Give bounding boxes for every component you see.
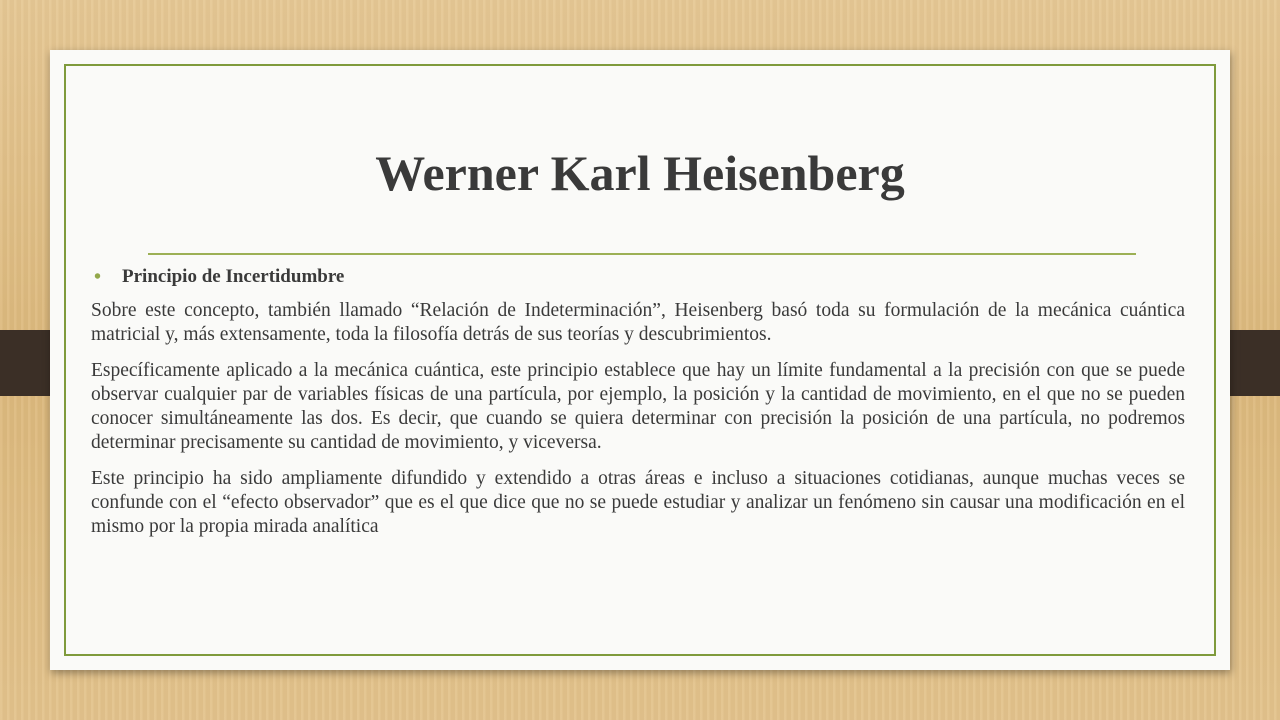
bullet-item (91, 265, 1185, 289)
paragraph-2: Específicamente aplicado a la mecánica cuántica, este principio establece que hay un límite fundamental a la precisión con que se puede observar cualquier par de variables físicas de una partícula, por ejemplo, la posición y la cantidad de movimiento, en el que no se pueden conocer simultáneamente las dos. Es decir, que cuando se quiera determinar con precisión la posición de una partícula, no podremos determinar precisamente su cantidad de movimiento, y viceversa. (91, 360, 1185, 453)
paragraph-1: Sobre este concepto, también llamado “Relación de Indeterminación”, Heisenberg basó toda su formulación de la mecánica cuántica matricial y, más extensamente, toda la filosofía detrás de sus teorías y descubrimientos. (91, 300, 1185, 345)
bullet-icon: • (94, 266, 102, 288)
slide-body (91, 265, 1185, 551)
title-divider (148, 253, 1136, 255)
slide-card (50, 50, 1230, 670)
paragraph-3: Este principio ha sido ampliamente difundido y extendido a otras áreas e incluso a situaciones cotidianas, aunque muchas veces se confunde con el “efecto observador” que es el que dice que no se puede estudiar y analizar un fenómeno sin causar una modificación en el mismo por la propia mirada analítica (91, 468, 1185, 537)
slide-title: Werner Karl Heisenberg (375, 145, 905, 201)
bullet-heading: Principio de Incertidumbre (122, 266, 345, 287)
